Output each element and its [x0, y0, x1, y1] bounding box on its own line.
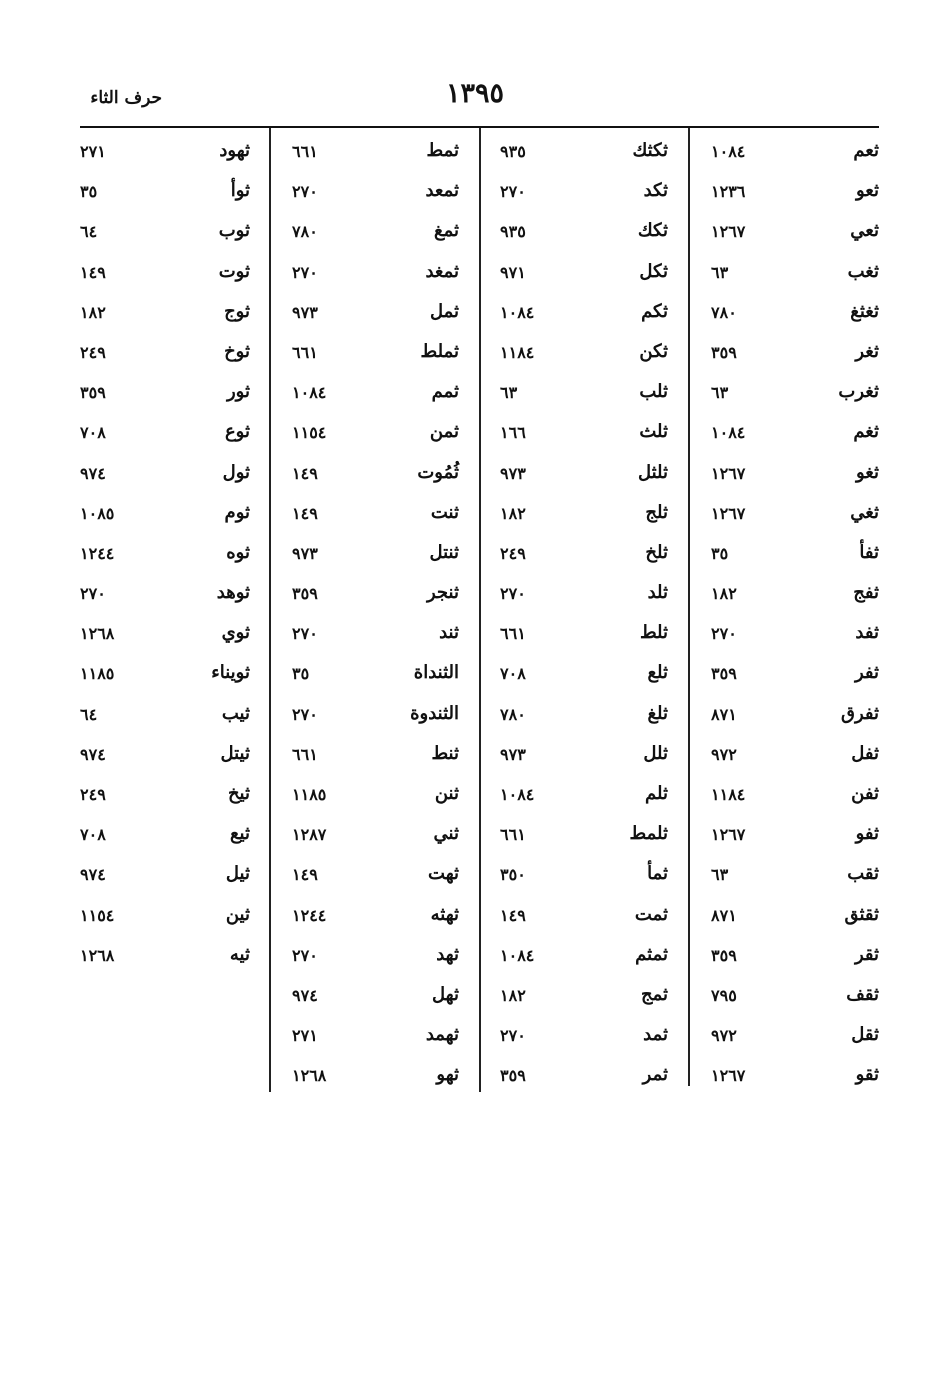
entry-page-ref: ١٨٢: [500, 985, 526, 1005]
entry-page-ref: ٢٧١: [292, 1026, 318, 1046]
entry-word: ثوب: [218, 220, 250, 242]
entry-page-ref: ٧٨٠: [711, 302, 737, 322]
index-entry: [292, 618, 459, 658]
entry-word: ثهو: [436, 1064, 459, 1086]
entry-page-ref: ٦٤: [80, 704, 98, 724]
index-entry: [711, 819, 879, 859]
entry-page-ref: ٩٧٣: [500, 744, 526, 764]
entry-word: ثمثم: [635, 943, 668, 965]
index-entry: [80, 136, 250, 176]
entry-word: ثهل: [432, 983, 459, 1005]
entry-page-ref: ٣٥: [711, 543, 729, 563]
index-entry: [500, 377, 668, 417]
entry-word: ثكن: [639, 340, 668, 362]
entry-page-ref: ٣٥٩: [711, 945, 737, 965]
index-column-1: [711, 136, 879, 1101]
entry-page-ref: ١٤٩: [292, 503, 318, 523]
entry-word: ثوخ: [224, 340, 250, 362]
index-entry: [292, 940, 459, 980]
entry-word: ثيه: [229, 943, 250, 965]
entry-word: ثفأ: [859, 541, 879, 563]
index-entry: [711, 136, 879, 176]
entry-word: ثمن: [429, 421, 459, 443]
index-entry: [500, 337, 668, 377]
entry-page-ref: ٩٧٤: [292, 985, 318, 1005]
entry-page-ref: ٩٧٢: [711, 744, 737, 764]
entry-page-ref: ٢٧٠: [292, 182, 318, 202]
entry-page-ref: ٢٧٠: [500, 584, 526, 604]
entry-word: ثمد: [643, 1024, 668, 1046]
index-entry: [292, 658, 459, 698]
index-entry: [80, 458, 250, 498]
entry-word: ثوت: [218, 260, 250, 282]
entry-page-ref: ١٢٨٧: [292, 825, 327, 845]
entry-page-ref: ٩٣٥: [500, 142, 526, 161]
entry-page-ref: ٢٧٠: [80, 584, 106, 604]
index-entry: [292, 1020, 459, 1060]
entry-page-ref: ٣٥: [80, 182, 98, 202]
entry-word: ثيل: [225, 863, 250, 885]
entry-page-ref: ١٨٢: [711, 584, 737, 604]
entry-word: ثغثغ: [850, 300, 879, 322]
entry-word: ثمر: [642, 1064, 668, 1086]
entry-word: ثمج: [640, 983, 668, 1005]
entry-page-ref: ٢٧٠: [500, 182, 526, 202]
entry-word: ثمل: [429, 300, 459, 322]
entry-word: ثكد: [643, 180, 668, 202]
index-entry: [711, 739, 879, 779]
entry-word: ثويناء: [211, 662, 250, 684]
entry-page-ref: ١٠٨٤: [711, 142, 746, 161]
entry-word: ثغرب: [838, 381, 879, 403]
entry-word: ثمت: [634, 903, 668, 925]
entry-word: ثمط: [426, 140, 459, 161]
entry-page-ref: ١٤٩: [292, 463, 318, 483]
entry-word: ثيتل: [220, 742, 250, 764]
entry-page-ref: ١١٨٤: [711, 785, 746, 804]
entry-page-ref: ١٠٨٤: [500, 945, 535, 965]
entry-word: ثلغ: [647, 702, 668, 724]
entry-page-ref: ٧٠٨: [500, 664, 526, 684]
entry-page-ref: ٩٧٤: [80, 865, 106, 885]
entry-page-ref: ٩٧٤: [80, 744, 106, 764]
entry-word: ثُمُوت: [417, 461, 459, 483]
entry-page-ref: ٩٧٣: [292, 302, 318, 322]
entry-page-ref: ٢٧٠: [711, 624, 737, 644]
column-divider: [688, 128, 690, 1086]
index-entry: [292, 980, 459, 1020]
index-entry: [500, 458, 668, 498]
page-header: [0, 0, 941, 130]
index-entry: [711, 980, 879, 1020]
entry-page-ref: ٣٥٩: [711, 342, 737, 362]
index-entry: [292, 297, 459, 337]
index-entry: [80, 417, 250, 457]
entry-word: ثلد: [647, 582, 668, 604]
entry-page-ref: ٢٤٩: [500, 543, 526, 563]
entry-word: ثغو: [856, 461, 879, 483]
entry-word: ثقب: [847, 863, 879, 885]
entry-page-ref: ٦٦١: [500, 624, 526, 644]
entry-page-ref: ٦٣: [711, 865, 729, 885]
index-entry: [500, 699, 668, 739]
entry-word: ثعم: [853, 140, 879, 161]
entry-page-ref: ٢٤٩: [80, 342, 106, 362]
entry-page-ref: ١٠٨٤: [292, 383, 327, 403]
entry-page-ref: ١٤٩: [500, 905, 526, 925]
entry-word: ثفن: [851, 783, 879, 804]
entry-page-ref: ١٢٣٦: [711, 182, 746, 202]
index-entry: [80, 779, 250, 819]
index-entry: [500, 538, 668, 578]
entry-page-ref: ٢٧٠: [292, 704, 318, 724]
index-entry: [500, 618, 668, 658]
entry-page-ref: ٦٦١: [500, 825, 526, 845]
entry-page-ref: ١٠٨٤: [711, 423, 746, 443]
entry-page-ref: ٨٧١: [711, 905, 737, 925]
index-entry: [292, 498, 459, 538]
entry-word: ثقو: [855, 1064, 879, 1086]
entry-page-ref: ١١٥٤: [80, 905, 115, 925]
entry-word: ثكل: [639, 260, 668, 282]
entry-word: ثهمد: [425, 1024, 459, 1046]
index-entry: [292, 699, 459, 739]
entry-page-ref: ٢٧٠: [292, 945, 318, 965]
entry-page-ref: ٢٤٩: [80, 785, 106, 804]
entry-word: ثوهد: [216, 582, 250, 604]
entry-page-ref: ١١٨٥: [80, 664, 115, 684]
index-entry: [80, 216, 250, 256]
index-entry: [80, 297, 250, 337]
entry-page-ref: ١٢٤٤: [80, 543, 115, 563]
entry-page-ref: ١٢٦٧: [711, 1066, 746, 1086]
index-entry: [80, 578, 250, 618]
entry-page-ref: ٢٧٠: [500, 1026, 526, 1046]
entry-word: ثملط: [420, 340, 459, 362]
entry-page-ref: ٦٦١: [292, 342, 318, 362]
entry-word: ثكك: [637, 220, 668, 242]
entry-word: ثفج: [853, 582, 879, 604]
index-entry: [80, 498, 250, 538]
entry-page-ref: ٢٧١: [80, 142, 106, 161]
index-entry: [80, 337, 250, 377]
entry-word: ثور: [226, 381, 250, 403]
entry-page-ref: ١٠٨٤: [500, 302, 535, 322]
entry-word: ثمغد: [425, 260, 459, 282]
index-column-2: [500, 136, 668, 1101]
entry-word: ثلج: [645, 501, 668, 523]
entry-page-ref: ٣٥٩: [711, 664, 737, 684]
entry-page-ref: ٣٥٩: [292, 584, 318, 604]
entry-word: ثعو: [856, 180, 879, 202]
index-entry: [711, 297, 879, 337]
entry-word: ثهود: [219, 140, 250, 161]
entry-page-ref: ١٠٨٥: [80, 503, 115, 523]
index-entry: [500, 658, 668, 698]
entry-word: ثوي: [221, 622, 250, 644]
entry-page-ref: ١٢٦٨: [80, 945, 115, 965]
entry-page-ref: ٧٠٨: [80, 423, 106, 443]
index-entry: [711, 417, 879, 457]
index-entry: [80, 176, 250, 216]
entry-word: ثلب: [639, 381, 668, 403]
entry-word: ثغي: [850, 501, 879, 523]
index-entry: [500, 498, 668, 538]
entry-page-ref: ٨٧١: [711, 704, 737, 724]
entry-word: ثلثل: [637, 461, 668, 483]
section-title: حرف الثاء: [90, 88, 162, 108]
entry-page-ref: ٩٧٢: [711, 1026, 737, 1046]
index-entry: [292, 900, 459, 940]
index-entry: [500, 216, 668, 256]
entry-page-ref: ٧٨٠: [500, 704, 526, 724]
index-entry: [711, 1020, 879, 1060]
entry-word: ثقر: [854, 943, 879, 965]
entry-word: ثلخ: [645, 541, 668, 563]
entry-page-ref: ٩٧٣: [292, 543, 318, 563]
entry-word: ثلط: [639, 622, 668, 644]
entry-page-ref: ١١٨٥: [292, 785, 327, 804]
index-entry: [711, 578, 879, 618]
entry-page-ref: ٣٥٩: [80, 383, 106, 403]
entry-word: ثقف: [846, 983, 879, 1005]
entry-page-ref: ١١٨٤: [500, 342, 535, 362]
index-entry: [500, 900, 668, 940]
index-entry: [80, 900, 250, 940]
page-number: ١٣٩٥: [445, 78, 504, 109]
entry-word: ثيب: [221, 702, 250, 724]
entry-page-ref: ٣٥: [292, 664, 310, 684]
index-entry: [292, 257, 459, 297]
index-entry: [80, 618, 250, 658]
entry-page-ref: ٦٤: [80, 222, 98, 242]
entry-page-ref: ٦٦١: [292, 744, 318, 764]
index-entry: [500, 980, 668, 1020]
entry-page-ref: ١٢٦٧: [711, 825, 746, 845]
entry-word: ثول: [222, 461, 250, 483]
entry-word: ثنتل: [429, 541, 459, 563]
entry-word: ثغر: [855, 340, 879, 362]
entry-word: ثلث: [639, 421, 668, 443]
index-entry: [711, 498, 879, 538]
index-entry: [80, 377, 250, 417]
index-entry: [500, 257, 668, 297]
entry-page-ref: ١٤٩: [292, 865, 318, 885]
entry-page-ref: ٧٨٠: [292, 222, 318, 242]
index-entry: [80, 940, 250, 980]
entry-page-ref: ١١٥٤: [292, 423, 327, 443]
entry-page-ref: ١٨٢: [500, 503, 526, 523]
entry-page-ref: ٩٧١: [500, 262, 526, 282]
index-entry: [292, 136, 459, 176]
column-divider: [479, 128, 481, 1092]
entry-page-ref: ١٦٦: [500, 423, 526, 443]
index-entry: [500, 297, 668, 337]
entry-page-ref: ١٢٦٧: [711, 222, 746, 242]
index-entry: [711, 538, 879, 578]
entry-page-ref: ١٢٦٨: [80, 624, 115, 644]
entry-page-ref: ٦٣: [711, 383, 729, 403]
entry-word: ثمم: [431, 381, 459, 403]
entry-word: ثند: [439, 622, 459, 644]
index-entry: [711, 337, 879, 377]
entry-word: ثنت: [430, 501, 459, 523]
entry-word: ثغب: [847, 260, 879, 282]
entry-word: الثندوة: [410, 702, 459, 724]
index-entry: [500, 819, 668, 859]
entry-page-ref: ٧٩٥: [711, 985, 737, 1005]
index-entry: [711, 458, 879, 498]
entry-word: ثهثه: [430, 903, 459, 925]
index-column-4: [80, 136, 250, 980]
index-entry: [711, 940, 879, 980]
index-entry: [80, 257, 250, 297]
entry-word: ثوه: [226, 541, 250, 563]
index-entry: [292, 458, 459, 498]
index-entry: [711, 618, 879, 658]
entry-word: ثوم: [224, 501, 250, 523]
entry-word: ثني: [433, 823, 459, 845]
entry-word: ثنط: [431, 742, 459, 764]
index-entry: [292, 216, 459, 256]
index-entry: [500, 739, 668, 779]
entry-page-ref: ٩٣٥: [500, 222, 526, 242]
entry-page-ref: ١٢٦٨: [292, 1066, 327, 1086]
index-entry: [292, 578, 459, 618]
index-entry: [711, 859, 879, 899]
index-entry: [711, 176, 879, 216]
entry-word: ثقل: [851, 1024, 879, 1046]
index-entry: [292, 1060, 459, 1100]
index-entry: [500, 1020, 668, 1060]
index-entry: [80, 859, 250, 899]
entry-word: ثفل: [851, 742, 879, 764]
index-entry: [80, 739, 250, 779]
index-entry: [80, 538, 250, 578]
index-entry: [500, 578, 668, 618]
index-entry: [80, 699, 250, 739]
entry-word: ثكم: [641, 300, 668, 322]
entry-word: ثكثك: [632, 140, 668, 161]
index-entry: [711, 900, 879, 940]
entry-word: ثنن: [434, 783, 459, 804]
entry-page-ref: ٦٣: [500, 383, 518, 403]
entry-word: ثنجر: [427, 582, 459, 604]
entry-word: ثلمط: [629, 823, 668, 845]
index-entry: [500, 176, 668, 216]
index-entry: [500, 417, 668, 457]
entry-word: ثفرق: [840, 702, 879, 724]
entry-page-ref: ٦٣: [711, 262, 729, 282]
entry-page-ref: ١٠٨٤: [500, 785, 535, 804]
index-entry: [292, 377, 459, 417]
entry-page-ref: ٢٧٠: [292, 262, 318, 282]
index-entry: [292, 819, 459, 859]
entry-word: ثلم: [645, 783, 668, 804]
entry-word: ثلل: [643, 742, 668, 764]
index-entry: [500, 779, 668, 819]
index-entry: [80, 658, 250, 698]
column-divider: [269, 128, 271, 1092]
entry-page-ref: ٢٧٠: [292, 624, 318, 644]
index-entry: [500, 1060, 668, 1100]
index-entry: [711, 1060, 879, 1100]
index-entry: [500, 940, 668, 980]
index-entry: [292, 337, 459, 377]
entry-word: الثنداة: [413, 662, 459, 684]
index-entry: [292, 538, 459, 578]
entry-word: ثفر: [854, 662, 879, 684]
entry-word: ثوع: [224, 421, 250, 443]
index-entry: [711, 699, 879, 739]
index-entry: [500, 136, 668, 176]
entry-word: ثمغ: [434, 220, 459, 242]
entry-word: ثمأ: [647, 863, 668, 885]
entry-page-ref: ١٢٦٧: [711, 463, 746, 483]
index-entry: [711, 257, 879, 297]
entry-page-ref: ٧٠٨: [80, 825, 106, 845]
entry-page-ref: ١٢٤٤: [292, 905, 327, 925]
entry-page-ref: ٩٧٣: [500, 463, 526, 483]
index-entry: [80, 819, 250, 859]
entry-page-ref: ٣٥٩: [500, 1066, 526, 1086]
entry-word: ثلع: [647, 662, 668, 684]
entry-word: ثوأ: [230, 180, 250, 202]
entry-word: ثوج: [224, 300, 250, 322]
entry-page-ref: ٩٧٤: [80, 463, 106, 483]
entry-word: ثفو: [855, 823, 879, 845]
index-entry: [292, 859, 459, 899]
index-entry: [711, 216, 879, 256]
index-entry: [292, 417, 459, 457]
index-entry: [711, 779, 879, 819]
entry-word: ثيع: [229, 823, 250, 845]
index-entry: [711, 658, 879, 698]
entry-page-ref: ٣٥٠: [500, 865, 526, 885]
index-entry: [711, 377, 879, 417]
entry-word: ثمعد: [425, 180, 459, 202]
entry-word: ثيخ: [227, 783, 250, 804]
index-entry: [292, 176, 459, 216]
entry-word: ثهد: [436, 943, 459, 965]
index-entry: [292, 779, 459, 819]
entry-word: ثقثق: [844, 903, 879, 925]
entry-page-ref: ١٨٢: [80, 302, 106, 322]
index-entry: [500, 859, 668, 899]
entry-word: ثغم: [853, 421, 879, 443]
entry-word: ثفد: [855, 622, 879, 644]
entry-word: ثهت: [428, 863, 459, 885]
entry-page-ref: ١٤٩: [80, 262, 106, 282]
index-entry: [292, 739, 459, 779]
entry-page-ref: ٦٦١: [292, 142, 318, 161]
index-column-3: [292, 136, 459, 1101]
entry-word: ثين: [225, 903, 250, 925]
entry-page-ref: ١٢٦٧: [711, 503, 746, 523]
entry-word: ثعي: [850, 220, 879, 242]
